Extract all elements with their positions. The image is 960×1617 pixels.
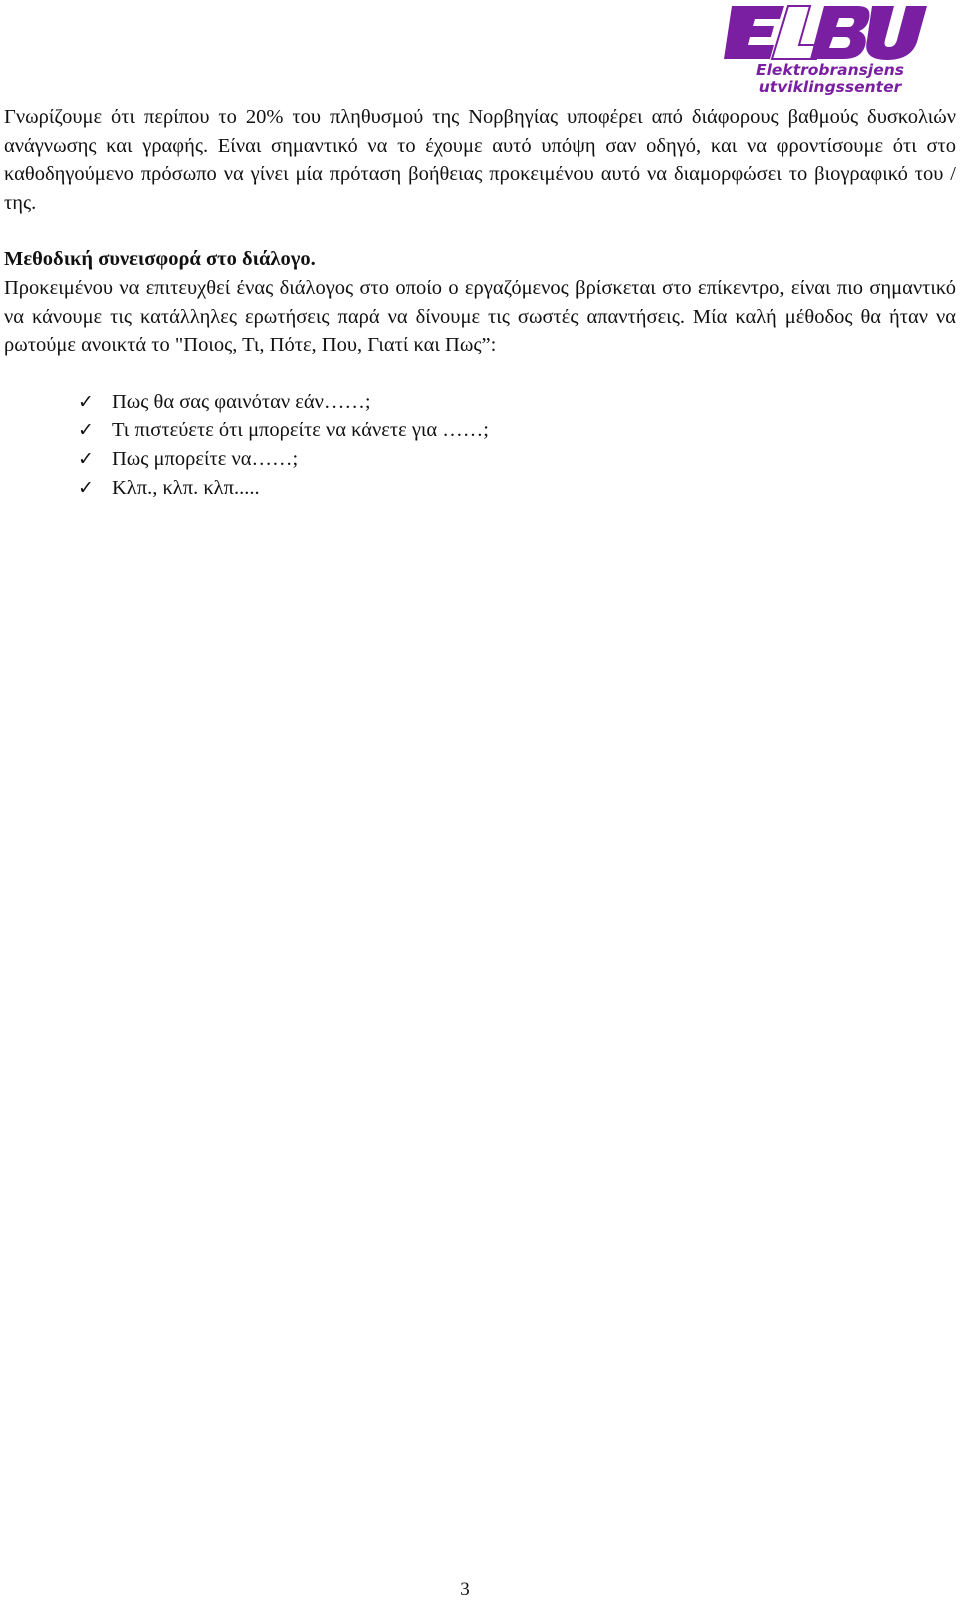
checklist-item-text: Κλπ., κλπ. κλπ..... [112,476,260,499]
section-heading: Μεθοδική συνεισφορά στο διάλογο. [4,248,316,271]
page-number: 3 [460,1579,470,1600]
elbus-logo [722,2,930,98]
elbus-logo-graphic [722,2,930,98]
checklist-item-text: Πως θα σας φαινόταν εάν……; [112,390,371,413]
logo-line1: Elektrobransjens [756,61,904,79]
checkmark-icon: ✓ [78,447,94,470]
checkmark-icon: ✓ [78,390,94,413]
method-paragraph: Προκειμένου να επιτευχθεί ένας διάλογος στο οποίο ο εργαζόμενος βρίσκεται στο επίκεντρο, είναι πιο σημαντικό να κάνουμε τις κατάλληλες ερωτήσεις παρά να δίνουμε τις σωστές απαντήσεις. Μία καλή μέθοδος θα ήταν να ρωτούμε ανοικτά το "Ποιος, Τι, Πότε, Που, Γιατί και Πως”: [4,276,956,357]
checklist-item [78,445,956,474]
checkmark-icon: ✓ [78,419,94,442]
checklist-item [78,474,956,503]
checklist-item-text: Πως μπορείτε να……; [112,447,299,470]
checklist-item [78,388,956,417]
intro-paragraph: Γνωρίζουμε ότι περίπου το 20% του πληθυσμού της Νορβηγίας υποφέρει από διάφορους βαθμούς δυσκολιών ανάγνωσης και γραφής. Είναι σημαντικό να το έχουμε αυτό υπόψη σαν οδηγό, και να φροντίσουμε ότι στο καθοδηγούμενο πρόσωπο να γίνει μία πρόταση βοήθειας προκειμένου αυτό να διαμορφώσει το βιογραφικό του / της. [4,106,956,214]
checkmark-icon: ✓ [78,476,94,499]
checklist-item-text: Τι πιστεύετε ότι μπορείτε να κάνετε για ……; [112,419,489,442]
logo-line2: utviklingssenter [758,78,902,96]
checklist-item [78,416,956,445]
document-body [4,103,956,502]
question-checklist [4,388,956,502]
